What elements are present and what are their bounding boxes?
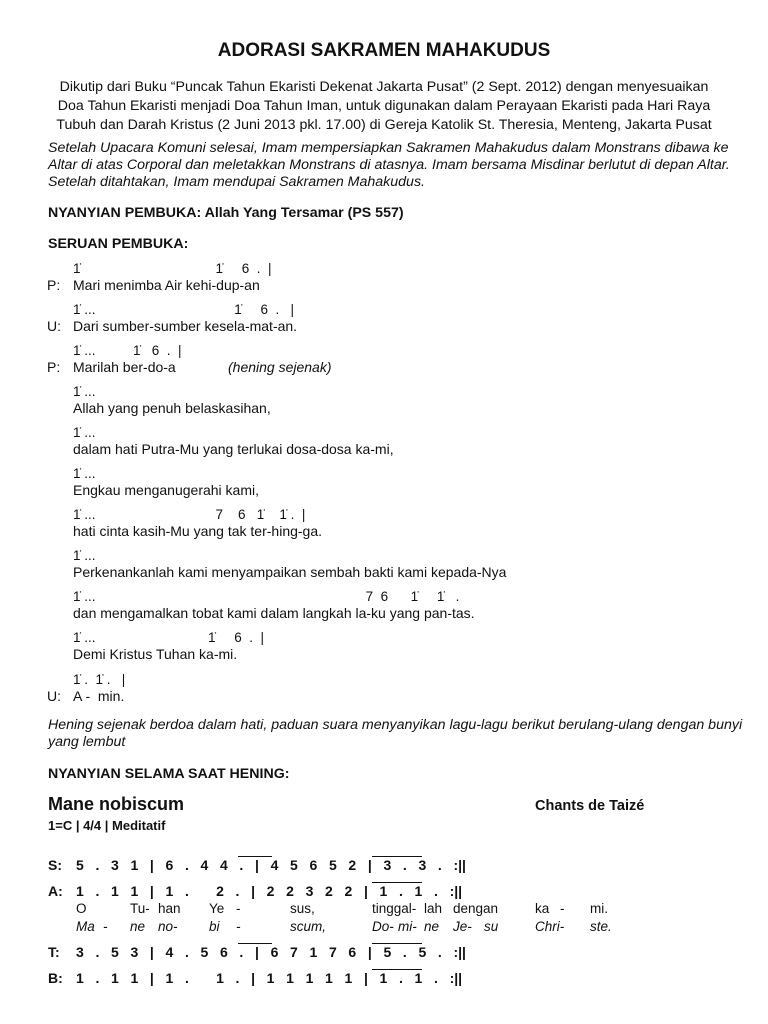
chant-notes: 1̇ ... 1̇ 6 . | <box>73 302 295 317</box>
lyric-syllable: dengan <box>453 901 499 916</box>
lyric-syllable: ne <box>130 919 146 934</box>
lyric-syllable: O <box>76 901 87 916</box>
lyric-syllable: ste. <box>590 919 612 934</box>
rubric-instruction: Hening sejenak berdoa dalam hati, paduan suara menyanyikan lagu-lagu berikut berulang-ulang dengan bunyi yang lembut <box>48 717 743 750</box>
lyric-syllable: ne <box>424 919 440 934</box>
beam-mark <box>238 943 272 944</box>
voice-label-bass: B: <box>48 970 63 986</box>
chant-text: Perkenankanlah kami menyampaikan sembah bakti kami kepada-Nya <box>73 564 507 580</box>
voice-label-tenor: T: <box>48 944 60 960</box>
chant-notes: 1̇ ... 7 6 1̇ 1̇ . <box>73 589 460 604</box>
chant-text: hati cinta kasih-Mu yang tak ter-hing-ga. <box>73 523 323 539</box>
lyric-syllable: su <box>484 919 499 934</box>
beam-mark <box>372 856 422 857</box>
intro-paragraph <box>40 78 728 135</box>
beam-mark <box>238 856 272 857</box>
chant-text: dalam hati Putra-Mu yang terlukai dosa-dosa ka-mi, <box>73 441 394 457</box>
lyric-syllable: han <box>158 901 181 916</box>
speaker-label: U: <box>47 318 61 334</box>
lyric-syllable: bi <box>209 919 220 934</box>
page-title: ADORASI SAKRAMEN MAHAKUDUS <box>217 40 551 61</box>
lyric-syllable: - <box>236 901 241 916</box>
voice-line-bass: 1 . 1 1 | 1 . 1 . | 1 1 1 1 1 | 1 . 1 . :|| <box>76 970 463 986</box>
voice-label-alto: A: <box>48 883 63 899</box>
lyric-syllable: - <box>236 919 241 934</box>
speaker-label: P: <box>47 277 61 293</box>
intro-line: Dikutip dari Buku “Puncak Tahun Ekaristi Dekenat Jakarta Pusat” (2 Sept. 2012) dengan menyesuaikan <box>59 79 709 95</box>
lyric-syllable: ka <box>535 901 550 916</box>
chant-notes: 1̇ ... <box>73 466 96 481</box>
chant-notes: 1̇ ... 7 6 1̇ 1̇ . | <box>73 507 306 522</box>
score-composer: Chants de Taizé <box>535 798 645 814</box>
beam-mark <box>372 943 422 944</box>
chant-text: Mari menimba Air kehi-dup-an <box>73 277 260 293</box>
chant-text: Allah yang penuh belaskasihan, <box>73 400 271 416</box>
speaker-label: P: <box>47 359 61 375</box>
intro-line: Tubuh dan Darah Kristus (2 Juni 2013 pkl. 17.00) di Gereja Katolik St. Theresia, Menteng, Jakarta Pusat <box>56 117 712 133</box>
chant-direction: (hening sejenak) <box>228 359 332 375</box>
chant-text: Marilah ber-do-a <box>73 359 176 375</box>
lyric-syllable: tinggal- <box>372 901 417 916</box>
chant-notes: 1̇ ... 1̇ 6 . | <box>73 630 265 645</box>
heading-opening-song: NYANYIAN PEMBUKA: Allah Yang Tersamar (PS 557) <box>48 205 404 221</box>
lyric-syllable: no- <box>158 919 178 934</box>
lyric-syllable: mi. <box>590 901 608 916</box>
lyric-syllable: scum, <box>290 919 327 934</box>
lyric-syllable: mi- <box>398 919 417 934</box>
chant-text: Dari sumber-sumber kesela-mat-an. <box>73 318 298 334</box>
beam-mark <box>372 969 422 970</box>
chant-notes: 1̇ ... <box>73 384 96 399</box>
score-key-signature: 1=C | 4/4 | Meditatif <box>48 818 166 833</box>
chant-notes: 1̇ 1̇ 6 . | <box>73 261 272 276</box>
heading-opening-call: SERUAN PEMBUKA: <box>48 236 189 252</box>
score-title: Mane nobiscum <box>48 794 185 814</box>
lyric-syllable: Ma <box>76 919 95 934</box>
voice-line-tenor: 3 . 5 3 | 4 . 5 6 . | 6 7 1 7 6 | 5 . 5 . :|| <box>76 944 466 960</box>
chant-text: A - min. <box>73 688 125 704</box>
lyric-syllable: - <box>560 901 565 916</box>
rubric-instruction: Setelah Upacara Komuni selesai, Imam mempersiapkan Sakramen Mahakudus dalam Monstrans dibawa ke Altar di atas Corporal dan meletakkan Monstrans di atasnya. Imam bersama Misdinar berlutut di depan Altar. Setelah ditahtakan, Imam mendupai Sakramen Mahakudus. <box>48 140 730 190</box>
voice-line-alto: 1 . 1 1 | 1 . 2 . | 2 2 3 2 2 | 1 . 1 . :|| <box>76 883 463 899</box>
lyric-syllable: lah <box>424 901 443 916</box>
chant-notes: 1̇ ... 1̇ 6 . | <box>73 343 182 358</box>
chant-notes: 1̇ . 1̇ . | <box>73 672 126 687</box>
speaker-label: U: <box>47 688 61 704</box>
chant-notes: 1̇ ... <box>73 425 96 440</box>
intro-line: Doa Tahun Ekaristi menjadi Doa Tahun Iman, untuk digunakan dalam Perayaan Ekaristi pada Hari Raya <box>57 98 711 114</box>
voice-label-soprano: S: <box>48 857 62 873</box>
lyric-syllable: Tu- <box>130 901 150 916</box>
beam-mark <box>372 882 422 883</box>
voice-line-soprano: 5 . 3 1 | 6 . 4 4 . | 4 5 6 5 2 | 3 . 3 . :|| <box>76 857 466 873</box>
lyric-syllable: Ye <box>209 901 225 916</box>
lyric-syllable: Je- <box>453 919 472 934</box>
chant-text: Engkau menganugerahi kami, <box>73 482 260 498</box>
chant-text: dan mengamalkan tobat kami dalam langkah la-ku yang pan-tas. <box>73 605 475 621</box>
lyric-syllable: - <box>103 919 108 934</box>
heading-silence-song: NYANYIAN SELAMA SAAT HENING: <box>48 766 290 782</box>
chant-notes: 1̇ ... <box>73 548 96 563</box>
lyric-syllable: sus, <box>290 901 315 916</box>
lyric-syllable: Chri- <box>535 919 565 934</box>
chant-text: Demi Kristus Tuhan ka-mi. <box>73 646 238 662</box>
lyric-syllable: Do- <box>372 919 394 934</box>
